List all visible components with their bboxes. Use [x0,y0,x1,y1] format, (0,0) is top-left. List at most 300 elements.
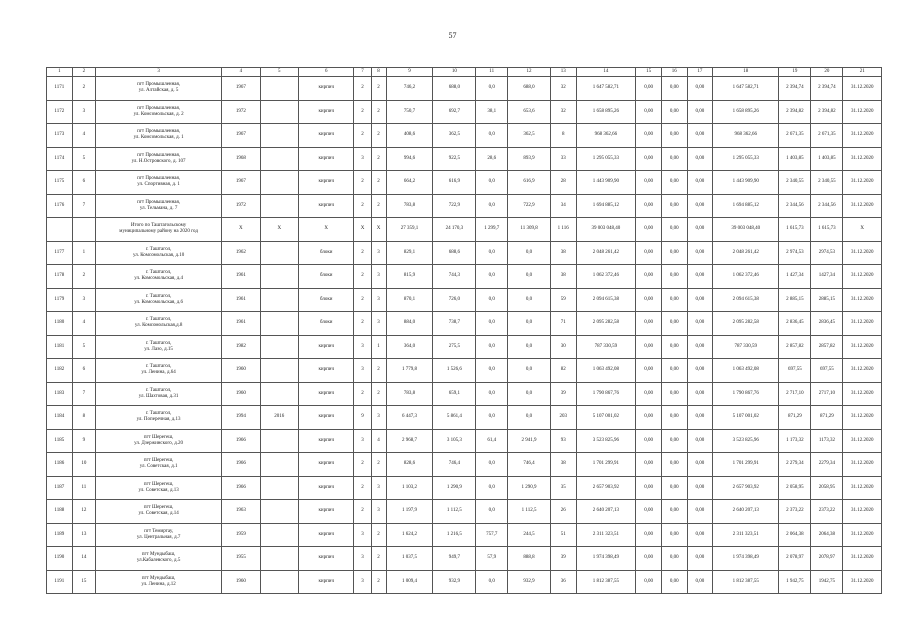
table-cell: 738,7 [433,312,476,336]
table-cell: X [298,218,354,242]
table-cell: 688,0 [508,77,551,101]
table-cell: 31.12.2020 [843,124,882,148]
table-cell: 2 [371,570,386,594]
table-row [47,382,882,406]
table-cell: 0,0 [476,335,508,359]
table-cell: 2 344,56 [811,194,843,218]
table-cell: 1177 [47,241,73,265]
table-cell: 893,9 [508,147,551,171]
table-cell: 0,00 [636,288,662,312]
table-cell: г. Таштагол, ул. Комсомольская, д.10 [96,241,222,265]
table-cell: 2 [371,100,386,124]
table-cell: 4 [72,312,95,336]
table-cell: 2 [72,265,95,289]
table-cell: 0,00 [687,312,713,336]
table-cell: 1 526,6 [433,359,476,383]
table-cell: блоки [298,265,354,289]
table-cell: 0,00 [687,124,713,148]
table-cell: X [371,218,386,242]
table-cell: 93 [550,429,576,453]
column-header: 4 [222,68,260,77]
table-cell: 3 [354,547,371,571]
table-cell: 2 671,35 [811,124,843,148]
table-cell: 0,00 [687,500,713,524]
table-cell: 1182 [47,359,73,383]
table-cell: 0,0 [476,171,508,195]
table-cell: пгт Шерегеш, ул. Советская, д.1 [96,453,222,477]
table-cell: 0,00 [636,218,662,242]
table-cell: 0,0 [476,570,508,594]
table-cell: 1 403,85 [811,147,843,171]
table-cell: 2 [371,194,386,218]
table-cell: 0,0 [476,241,508,265]
table-cell: 968 362,66 [713,124,779,148]
table-row [47,359,882,383]
table-cell: 0,00 [636,382,662,406]
table-cell: 1966 [222,453,260,477]
table-cell: 0,00 [687,453,713,477]
table-row [47,265,882,289]
table-cell: 0,0 [508,382,551,406]
table-cell: 31.12.2020 [843,312,882,336]
table-cell: 1 112,5 [508,500,551,524]
table-cell: 2 657 903,92 [713,476,779,500]
table-row [47,476,882,500]
table-cell: 2 640 207,13 [576,500,636,524]
table-cell [260,335,298,359]
table-cell: 7 [72,194,95,218]
table-cell: 2 [72,77,95,101]
table-cell: 2 311 323,51 [576,523,636,547]
table-cell: 38 [550,265,576,289]
table-cell: 0,00 [661,100,687,124]
table-cell: 1 197,9 [386,500,433,524]
table-cell: 32 [550,77,576,101]
table-cell: 2 [371,359,386,383]
column-header: 14 [576,68,636,77]
table-cell: 31.12.2020 [843,171,882,195]
table-cell: 871,29 [811,406,843,430]
table-cell: 0,00 [687,100,713,124]
table-row [47,523,882,547]
table-cell: 3 105,3 [433,429,476,453]
table-cell: 2 048 261,42 [576,241,636,265]
table-cell: 2 657 903,92 [576,476,636,500]
table-cell: X [260,218,298,242]
table-cell: 0,00 [687,335,713,359]
table-cell: 0,00 [661,570,687,594]
table-cell: 31.12.2020 [843,453,882,477]
table-cell: 2 064,38 [779,523,811,547]
table-cell: 1189 [47,523,73,547]
column-header: 2 [72,68,95,77]
table-cell: 1972 [222,194,260,218]
column-header: 15 [636,68,662,77]
table-cell: 0,00 [636,171,662,195]
table-cell: 1994 [222,406,260,430]
table-cell: 0,00 [687,547,713,571]
table-cell: 0,00 [636,453,662,477]
table-row [47,100,882,124]
table-cell: кирпич [298,476,354,500]
table-cell [260,312,298,336]
table-cell: 1176 [47,194,73,218]
table-cell: 8 [550,124,576,148]
housing-repair-table [46,67,882,594]
table-cell: 15 [72,570,95,594]
table-cell: 11 [72,476,95,500]
table-cell: 2 [354,100,371,124]
table-cell: 0,00 [636,406,662,430]
column-header: 6 [298,68,354,77]
table-cell: 2 [371,547,386,571]
table-row [47,429,882,453]
table-cell: 33 [550,147,576,171]
table-cell: 8 [72,406,95,430]
table-cell: 616,9 [433,171,476,195]
table-cell: 61,4 [476,429,508,453]
table-cell: 5 [72,335,95,359]
table-cell: 884,0 [386,312,433,336]
table-cell: 0,0 [476,453,508,477]
table-cell: 2 095 282,58 [713,312,779,336]
table-cell: 0,00 [661,429,687,453]
table-cell: 2064,38 [811,523,843,547]
table-cell: 0,00 [687,570,713,594]
table-cell: пгт Промышленная, ул. Алтайская, д. 5 [96,77,222,101]
table-cell [260,500,298,524]
table-cell [260,171,298,195]
table-cell: 2 [371,171,386,195]
table-cell: 31.12.2020 [843,147,882,171]
table-cell: 0,00 [661,476,687,500]
table-cell [260,547,298,571]
table-cell: пгт Мундыбаш, ул. Ленина, д.12 [96,570,222,594]
table-cell [260,523,298,547]
table-cell: 28,6 [476,147,508,171]
table-cell: 0,00 [661,382,687,406]
table-cell: 0,00 [687,382,713,406]
table-cell: 1427,34 [811,265,843,289]
table-cell: 9 [354,406,371,430]
table-cell: 0,00 [636,147,662,171]
table-cell: 1 812 387,55 [713,570,779,594]
table-cell: 2717,10 [811,382,843,406]
table-cell: 829,1 [386,241,433,265]
table-cell: 2 394,74 [779,77,811,101]
table-cell: 2 [354,77,371,101]
table-cell [260,241,298,265]
table-cell: 0,00 [636,359,662,383]
table-cell: 1 [72,241,95,265]
table-cell: 2 394,82 [811,100,843,124]
table-cell: 3 [354,147,371,171]
table-row [47,288,882,312]
table-cell: 0,0 [476,476,508,500]
table-cell [260,359,298,383]
table-cell: г. Таштагол, ул. Комсомольская, д.4 [96,265,222,289]
table-cell: 27 359,1 [386,218,433,242]
table-cell [260,100,298,124]
table-cell: 0,0 [476,77,508,101]
table-cell: 1 062 372,46 [576,265,636,289]
table-cell: 2058,95 [811,476,843,500]
table-cell: блоки [298,288,354,312]
table-cell [260,453,298,477]
table-cell: 1960 [222,382,260,406]
table-cell: 1 443 909,90 [576,171,636,195]
table-cell: X [843,218,882,242]
table-cell: 51 [550,523,576,547]
table-cell: 1 427,34 [779,265,811,289]
table-cell: 932,9 [508,570,551,594]
table-cell: 0,0 [476,406,508,430]
table-cell: 2 885,15 [779,288,811,312]
table-cell: 2 373,22 [779,500,811,524]
table-cell: 31.12.2020 [843,523,882,547]
column-header: 3 [96,68,222,77]
table-cell: 31.12.2020 [843,335,882,359]
table-cell: 692,7 [433,100,476,124]
table-cell: кирпич [298,171,354,195]
table-cell: 726,0 [433,288,476,312]
column-header: 12 [508,68,551,77]
table-cell: 2 [354,312,371,336]
table-cell: 1 624,2 [386,523,433,547]
table-cell: 0,00 [636,265,662,289]
table-cell: 0,00 [687,429,713,453]
table-cell: 10 [72,453,95,477]
table-cell: 2 344,56 [779,194,811,218]
table-cell: 275,5 [433,335,476,359]
table-cell: 3 [371,241,386,265]
total-row [47,218,882,242]
table-cell: 6 447,3 [386,406,433,430]
table-cell: 1961 [222,265,260,289]
table-cell: 1171 [47,77,73,101]
table-cell: 3 [354,335,371,359]
table-cell: 26 [550,500,576,524]
table-cell: 31.12.2020 [843,265,882,289]
table-cell: 0,00 [636,429,662,453]
table-cell: 1 103,2 [386,476,433,500]
table-cell: кирпич [298,547,354,571]
table-cell: 5 [72,147,95,171]
table-cell: 722,9 [508,194,551,218]
table-cell: 2 [354,241,371,265]
table-cell [260,476,298,500]
table-cell: 2 048 261,42 [713,241,779,265]
table-cell: 31.12.2020 [843,194,882,218]
table-cell: 1187 [47,476,73,500]
table-row [47,335,882,359]
table-row [47,406,882,430]
table-cell: 888,8 [508,547,551,571]
table-cell: 1 790 867,76 [713,382,779,406]
table-cell [260,147,298,171]
table-cell: пгт Мундыбаш, ул.Кабалевского, д.5 [96,547,222,571]
table-cell: 3 [354,523,371,547]
table-cell: 3 [371,265,386,289]
table-cell: 787 330,59 [713,335,779,359]
table-cell: 0,00 [636,124,662,148]
table-cell: 3 [371,500,386,524]
column-header: 16 [661,68,687,77]
table-cell: 31.12.2020 [843,547,882,571]
table-cell: 2836,45 [811,312,843,336]
table-cell: 1 295 055,33 [576,147,636,171]
table-cell: 2 640 207,13 [713,500,779,524]
table-cell: кирпич [298,77,354,101]
table-cell: 2 095 282,58 [576,312,636,336]
table-cell: 746,4 [433,453,476,477]
table-cell: пгт Промышленная, ул. Комсомольская, д. 2 [96,100,222,124]
table-cell: 1 694 885,12 [713,194,779,218]
table-cell: 1188 [47,500,73,524]
table-cell: 0,00 [661,500,687,524]
table-cell: 2 [371,382,386,406]
table-cell: 932,9 [433,570,476,594]
page-number: 57 [448,31,457,40]
table-cell: 688,0 [433,77,476,101]
table-cell: 688,6 [433,241,476,265]
table-cell: 1 299,7 [476,218,508,242]
table-cell: 0,00 [636,547,662,571]
table-cell: 4 [72,124,95,148]
table-cell: 2 [371,147,386,171]
table-cell: кирпич [298,194,354,218]
table-cell: 2 [371,124,386,148]
table-cell: 7 [72,382,95,406]
table-cell: 0,00 [661,218,687,242]
table-row [47,171,882,195]
table-cell: 362,5 [508,124,551,148]
table-cell: 3 [354,570,371,594]
table-cell: 0,0 [508,265,551,289]
table-cell: 750,7 [386,100,433,124]
table-cell: 31.12.2020 [843,241,882,265]
table-cell: 1 812 387,55 [576,570,636,594]
table-cell: 653,6 [508,100,551,124]
table-cell [72,218,95,242]
table-cell: 1 009,4 [386,570,433,594]
table-cell: 31.12.2020 [843,288,882,312]
table-cell: 2 094 615,38 [713,288,779,312]
table-cell: 0,0 [476,288,508,312]
table-cell: 3 [371,406,386,430]
column-header: 20 [811,68,843,77]
table-cell: 0,00 [636,570,662,594]
table-cell: 2 394,82 [779,100,811,124]
table-cell: 0,0 [476,194,508,218]
table-cell: 0,00 [661,147,687,171]
table-cell: кирпич [298,382,354,406]
table-cell: 1967 [222,171,260,195]
table-cell: 2 941,9 [508,429,551,453]
table-row [47,570,882,594]
table-cell: 1 [371,335,386,359]
table-cell: 0,0 [476,359,508,383]
table-cell: 0,00 [661,547,687,571]
table-cell: 0,00 [636,241,662,265]
table-cell: пгт Шерегеш, ул. Советская, д.14 [96,500,222,524]
table-cell: 0,00 [687,523,713,547]
table-cell: 0,00 [661,77,687,101]
table-cell: 1 037,5 [386,547,433,571]
table-cell: 1 290,9 [433,476,476,500]
table-cell [260,124,298,148]
table-cell: 783,8 [386,194,433,218]
table-cell: 1982 [222,335,260,359]
table-cell: 38 [550,241,576,265]
table-cell: 1185 [47,429,73,453]
table-cell: 2 671,35 [779,124,811,148]
table-cell: 1 647 582,71 [713,77,779,101]
table-cell: 3 523 825,96 [713,429,779,453]
table-cell: 1 063 492,08 [576,359,636,383]
column-number-header-row [47,68,882,77]
table-cell: 3 [72,100,95,124]
table-cell: 31.12.2020 [843,359,882,383]
table-cell: 744,3 [433,265,476,289]
table-cell: 746,4 [508,453,551,477]
table-cell: 0,0 [508,335,551,359]
table-cell: г. Таштагол, ул. Шахтовая, д.31 [96,382,222,406]
table-cell: 0,0 [476,265,508,289]
table-cell: 2 [354,194,371,218]
table-cell: 0,00 [661,359,687,383]
table-cell: пгт Шерегеш, ул. Дзержинского, д.20 [96,429,222,453]
table-cell: 0,00 [687,77,713,101]
table-cell: 71 [550,312,576,336]
table-cell: 1966 [222,429,260,453]
table-cell: 57,9 [476,547,508,571]
table-cell: 0,00 [687,359,713,383]
table-cell: 2857,82 [811,335,843,359]
table-cell: 2 836,45 [779,312,811,336]
table-cell: 0,00 [661,453,687,477]
table-cell: кирпич [298,500,354,524]
table-cell: 1186 [47,453,73,477]
table-cell: 0,00 [687,241,713,265]
table-cell: 1966 [222,476,260,500]
table-cell: 3 [371,312,386,336]
table-cell: 0,00 [636,523,662,547]
column-header: 7 [354,68,371,77]
table-cell: 2 [371,77,386,101]
table-cell: 2 [354,476,371,500]
table-cell [260,77,298,101]
table-cell: 0,00 [661,335,687,359]
column-header: 18 [713,68,779,77]
table-cell: 3 523 825,96 [576,429,636,453]
table-cell: 31.12.2020 [843,77,882,101]
table-cell: 0,00 [636,312,662,336]
table-cell: 2 [354,453,371,477]
table-cell: 1 112,5 [433,500,476,524]
table-cell: 0,00 [687,476,713,500]
table-row [47,77,882,101]
table-cell: 1173,32 [811,429,843,453]
table-cell: блоки [298,312,354,336]
table-cell: X [222,218,260,242]
table-cell: 38,1 [476,100,508,124]
table-cell: 1180 [47,312,73,336]
table-cell: 3 [354,429,371,453]
table-row [47,312,882,336]
table-cell: пгт Темиртау, ул. Центральная, д.7 [96,523,222,547]
table-cell: 0,00 [661,523,687,547]
